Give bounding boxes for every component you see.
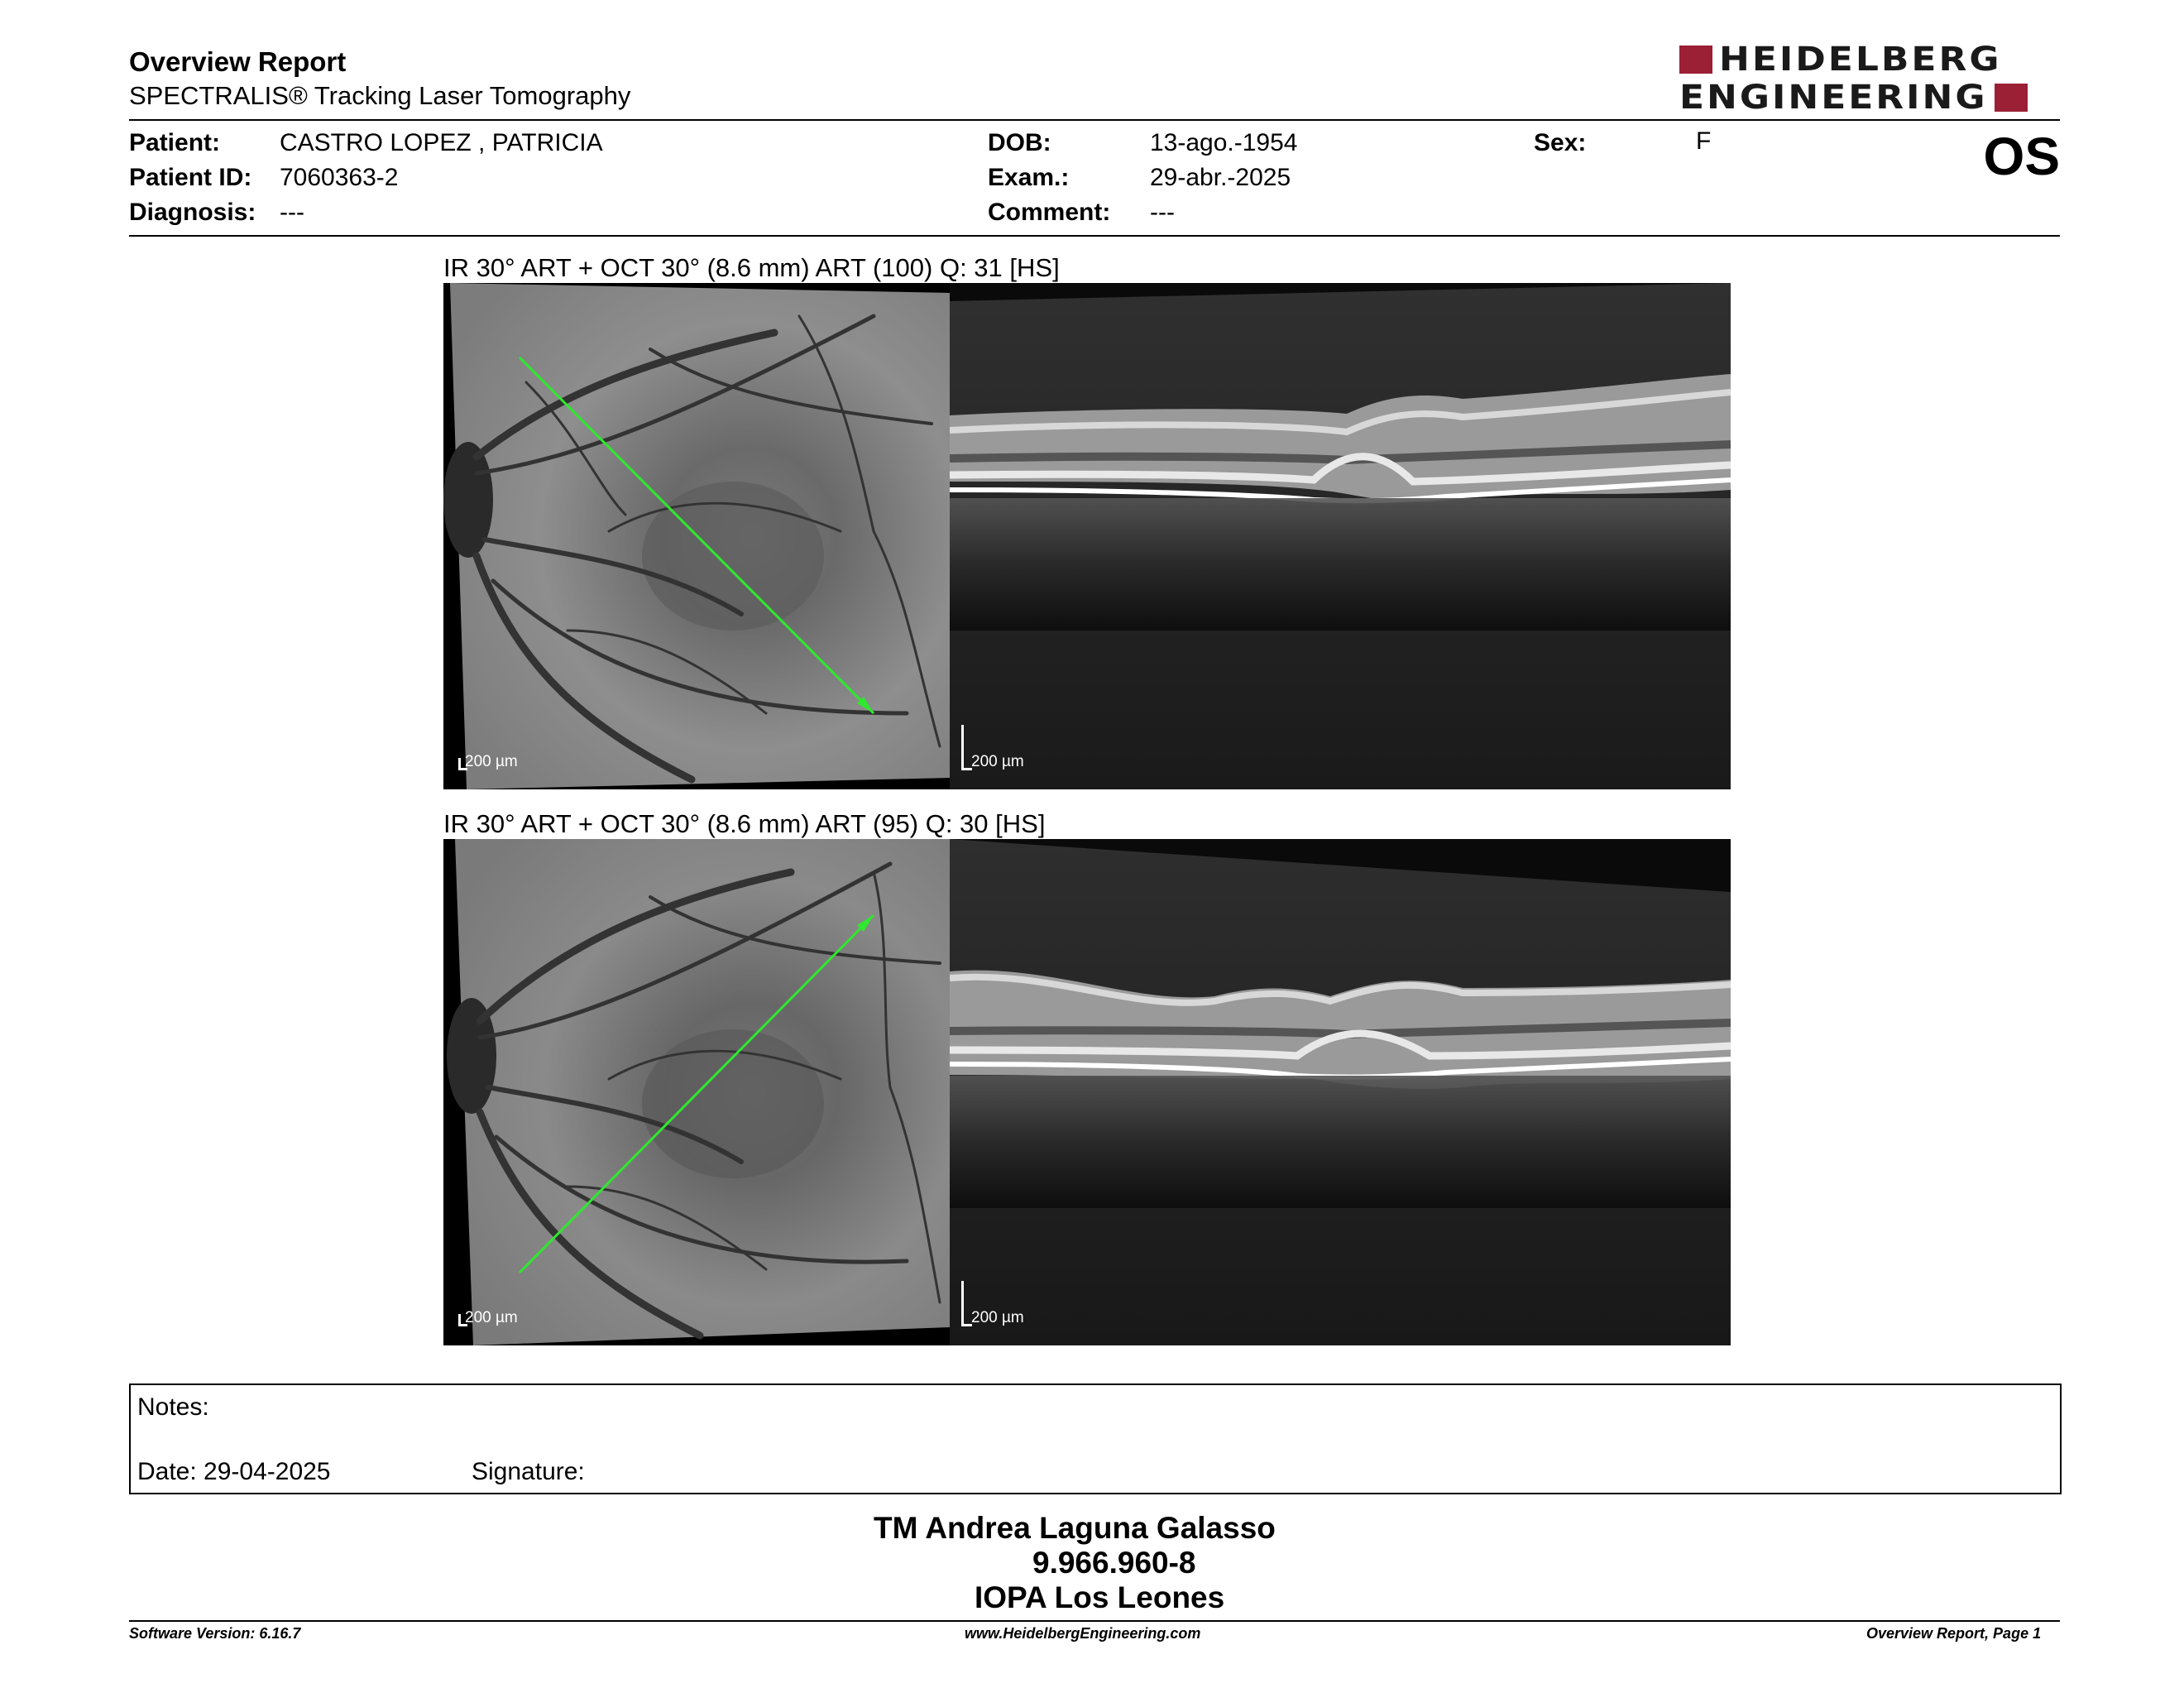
patient-divider (129, 235, 2060, 237)
stamp-name: TM Andrea Laguna Galasso (874, 1511, 1276, 1545)
scan-2-fundus-scale-label: 200 µm (465, 1309, 518, 1326)
scan-1-panel (443, 283, 1731, 789)
patient-label: Patient: (129, 129, 221, 156)
report-title: Overview Report (129, 46, 347, 77)
scan-1-oct-scale-label: 200 µm (971, 753, 1024, 770)
exam-value: 29-abr.-2025 (1150, 164, 1291, 191)
patient-id-label: Patient ID: (129, 164, 252, 191)
sex-value: F (1696, 127, 1712, 155)
header-divider (129, 119, 2060, 121)
scan-2-title: IR 30° ART + OCT 30° (8.6 mm) ART (95) Q: 30 [HS] (443, 809, 1046, 838)
patient-name: CASTRO LOPEZ , PATRICIA (280, 129, 603, 156)
patient-id-value: 7060363-2 (280, 164, 399, 191)
scan-1-fundus-scale-label: 200 µm (465, 753, 518, 770)
report-subtitle: SPECTRALIS® Tracking Laser Tomography (129, 81, 631, 110)
exam-label: Exam.: (988, 164, 1070, 191)
scan-1-title: IR 30° ART + OCT 30° (8.6 mm) ART (100) Q: 31 [HS] (443, 253, 1060, 282)
notes-box[interactable] (129, 1383, 2062, 1494)
diagnosis-value: --- (280, 199, 304, 226)
scan-1-fundus-image (443, 283, 950, 789)
scan-1-oct-bscan (950, 283, 1731, 789)
footer-divider (129, 1620, 2060, 1622)
comment-label: Comment: (988, 199, 1111, 226)
page-label: Overview Report, Page 1 (1866, 1625, 2042, 1642)
logo-square-icon (1995, 84, 2028, 112)
scan-2-oct-scale-label: 200 µm (971, 1309, 1024, 1326)
diagnosis-label: Diagnosis: (129, 199, 256, 226)
stamp-institution: IOPA Los Leones (975, 1580, 1225, 1614)
scan-2-fundus-image (443, 839, 950, 1345)
heidelberg-logo (1679, 40, 2060, 117)
signature-label: Signature: (472, 1458, 585, 1485)
stamp-id: 9.966.960-8 (1032, 1546, 1196, 1580)
scan-2-oct-bscan (950, 839, 1731, 1345)
date-label: Date: 29-04-2025 (137, 1458, 331, 1485)
website-link[interactable]: www.HeidelbergEngineering.com (965, 1625, 1201, 1642)
logo-line-2: ENGINEERING (1679, 78, 1988, 117)
eye-indicator: OS (1983, 127, 2060, 186)
logo-line-1: HEIDELBERG (1719, 40, 2002, 79)
sex-label: Sex: (1534, 129, 1587, 156)
dob-label: DOB: (988, 129, 1051, 156)
logo-square-icon (1679, 46, 1712, 74)
comment-value: --- (1150, 199, 1175, 226)
scan-2-panel (443, 839, 1731, 1345)
dob-value: 13-ago.-1954 (1150, 129, 1298, 156)
notes-label: Notes: (137, 1393, 209, 1421)
software-version: Software Version: 6.16.7 (129, 1625, 301, 1642)
